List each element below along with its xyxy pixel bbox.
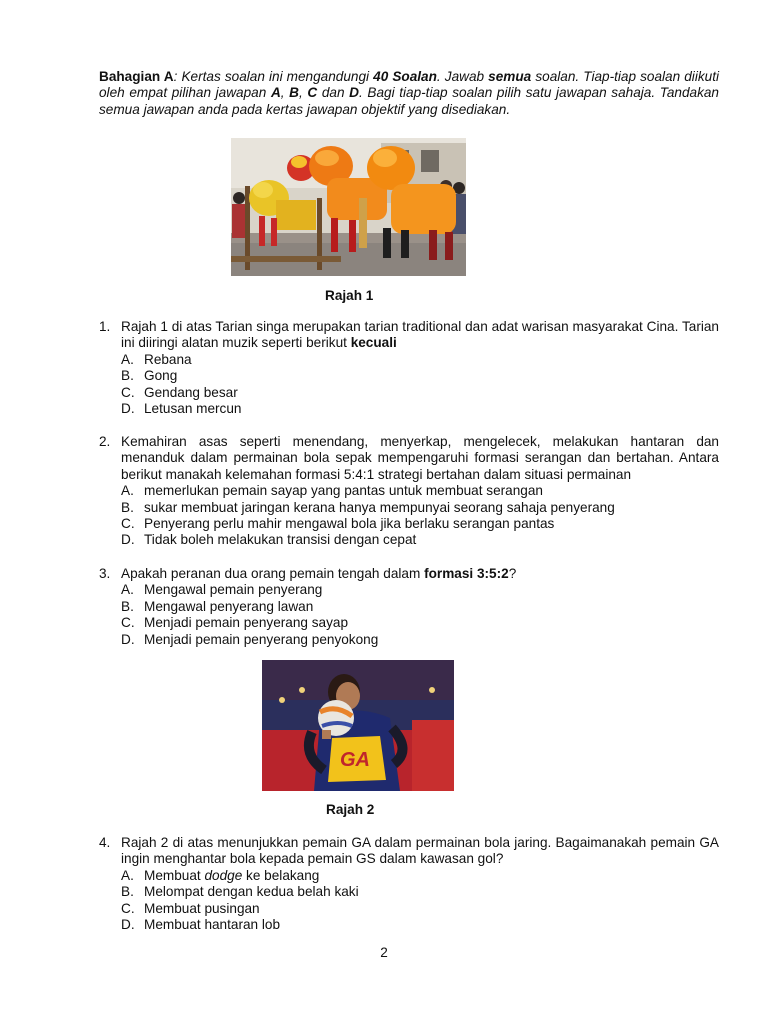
- option-letter: B.: [121, 368, 134, 384]
- intro-text-3: soalan. Tiap-tiap soalan diikuti oleh empat pilihan jawapan: [99, 69, 720, 101]
- page-number: 2: [380, 945, 388, 960]
- question-text: Rajah 2 di atas menunjukkan pemain GA dalam permainan bola jaring. Bagaimanakah pemain GA ingin menghantar bola kepada pemain GS dalam kawasan gol?: [121, 835, 719, 867]
- intro-comma-1: ,: [280, 85, 290, 101]
- option-text: Membuat pusingan: [144, 900, 260, 916]
- answer-options: [99, 483, 719, 549]
- section-label: Bahagian A: [99, 69, 174, 84]
- option-b[interactable]: [121, 884, 719, 900]
- question-count: 40 Soalan: [373, 69, 437, 84]
- option-a[interactable]: [121, 352, 719, 368]
- option-text: Letusan mercun: [144, 401, 242, 417]
- option-letter: C.: [121, 615, 135, 631]
- option-c[interactable]: [121, 516, 719, 532]
- option-c[interactable]: [121, 901, 719, 917]
- intro-letter-a: A: [270, 85, 281, 101]
- option-letter: C.: [121, 900, 135, 916]
- option-letter: A.: [121, 867, 134, 883]
- option-d[interactable]: [121, 401, 719, 417]
- intro-colon: :: [173, 69, 182, 84]
- option-text: Menjadi pemain penyerang penyokong: [144, 631, 379, 647]
- option-b[interactable]: [121, 368, 719, 384]
- option-text-pre: Membuat: [144, 867, 205, 883]
- option-letter: B.: [121, 499, 134, 515]
- question-3: [99, 566, 719, 648]
- intro-letter-b: B: [289, 85, 299, 101]
- option-text: Tidak boleh melakukan transisi dengan cepat: [144, 532, 417, 548]
- question-keyword: kecuali: [350, 335, 397, 351]
- option-letter: A.: [121, 351, 134, 367]
- lion-dance-photo: [231, 138, 466, 276]
- option-letter: D.: [121, 401, 135, 417]
- option-letter: D.: [121, 532, 135, 548]
- option-c[interactable]: [121, 385, 719, 401]
- option-text: sukar membuat jaringan kerana hanya mempunyai seorang sahaja penyerang: [144, 499, 615, 515]
- option-letter: D.: [121, 631, 135, 647]
- question-text: [121, 566, 719, 582]
- option-text: Mengawal pemain penyerang: [144, 582, 323, 598]
- option-letter: B.: [121, 884, 134, 900]
- option-text: Mengawal penyerang lawan: [144, 598, 314, 614]
- option-text: Gong: [144, 368, 178, 384]
- question-number: 2.: [99, 434, 111, 449]
- intro-text-1: Kertas soalan ini mengandungi: [181, 69, 374, 84]
- netball-player-photo: [262, 660, 454, 791]
- option-text: Gendang besar: [144, 384, 238, 400]
- question-keyword: formasi 3:5:2: [424, 566, 509, 581]
- answer-options: [99, 582, 719, 648]
- intro-all: semua: [488, 69, 532, 84]
- option-text: Membuat hantaran lob: [144, 917, 281, 933]
- option-b[interactable]: [121, 599, 719, 615]
- option-letter: B.: [121, 598, 134, 614]
- option-a[interactable]: [121, 582, 719, 598]
- question-number: 1.: [99, 319, 111, 334]
- option-letter: D.: [121, 917, 135, 933]
- intro-and: dan: [317, 85, 350, 101]
- option-text: memerlukan pemain sayap yang pantas untuk membuat serangan: [144, 483, 543, 499]
- question-mark: ?: [508, 566, 517, 581]
- question-2: [99, 434, 719, 549]
- option-c[interactable]: [121, 615, 719, 631]
- instructions-paragraph: [99, 69, 719, 118]
- option-text-italic: dodge: [204, 867, 243, 883]
- intro-letter-d: D: [349, 85, 359, 101]
- question-text: [121, 319, 719, 352]
- option-d[interactable]: [121, 632, 719, 648]
- answer-options: [99, 352, 719, 418]
- question-1: [99, 319, 719, 417]
- question-text-main: Rajah 1 di atas Tarian singa merupakan tarian traditional dan adat warisan masyarakat Cina. Tarian ini diiringi alatan muzik seperti berikut: [121, 319, 719, 351]
- figure-2-caption: Rajah 2: [326, 802, 375, 817]
- intro-text-2: . Jawab: [436, 69, 489, 84]
- option-text: Menjadi pemain penyerang sayap: [144, 615, 349, 631]
- option-text: Rebana: [144, 351, 192, 367]
- figure-1-caption: Rajah 1: [325, 288, 374, 303]
- option-d[interactable]: [121, 917, 719, 933]
- option-d[interactable]: [121, 532, 719, 548]
- question-text: Kemahiran asas seperti menendang, menyerkap, mengelecek, melakukan hantaran dan menanduk dalam permainan bola sepak mempengaruhi formasi serangan dan bertahan. Antara berikut manakah kelemahan formasi 5:4:1 strategi bertahan dalam situasi permainan: [121, 434, 719, 482]
- option-text: Penyerang perlu mahir mengawal bola jika berlaku serangan pantas: [144, 516, 555, 532]
- answer-options: [99, 868, 719, 934]
- option-b[interactable]: [121, 500, 719, 516]
- option-text: [144, 868, 319, 884]
- option-a[interactable]: [121, 868, 719, 884]
- option-letter: C.: [121, 516, 135, 532]
- intro-text-4: . Bagi tiap-tiap soalan pilih satu jawapan sahaja. Tandakan semua jawapan anda pada kertas jawapan objektif yang disediakan.: [99, 85, 719, 117]
- option-text: Melompat dengan kedua belah kaki: [144, 884, 359, 900]
- option-letter: C.: [121, 384, 135, 400]
- option-letter: A.: [121, 582, 134, 598]
- intro-comma-2: ,: [299, 85, 308, 101]
- bib-text: GA: [340, 749, 370, 771]
- question-number: 4.: [99, 835, 111, 850]
- question-text-main: Apakah peranan dua orang pemain tengah dalam: [121, 566, 425, 581]
- option-text-post: ke belakang: [242, 867, 320, 883]
- question-4: [99, 835, 719, 933]
- option-a[interactable]: [121, 483, 719, 499]
- intro-letter-c: C: [307, 85, 318, 101]
- option-letter: A.: [121, 483, 134, 499]
- question-number: 3.: [99, 566, 111, 581]
